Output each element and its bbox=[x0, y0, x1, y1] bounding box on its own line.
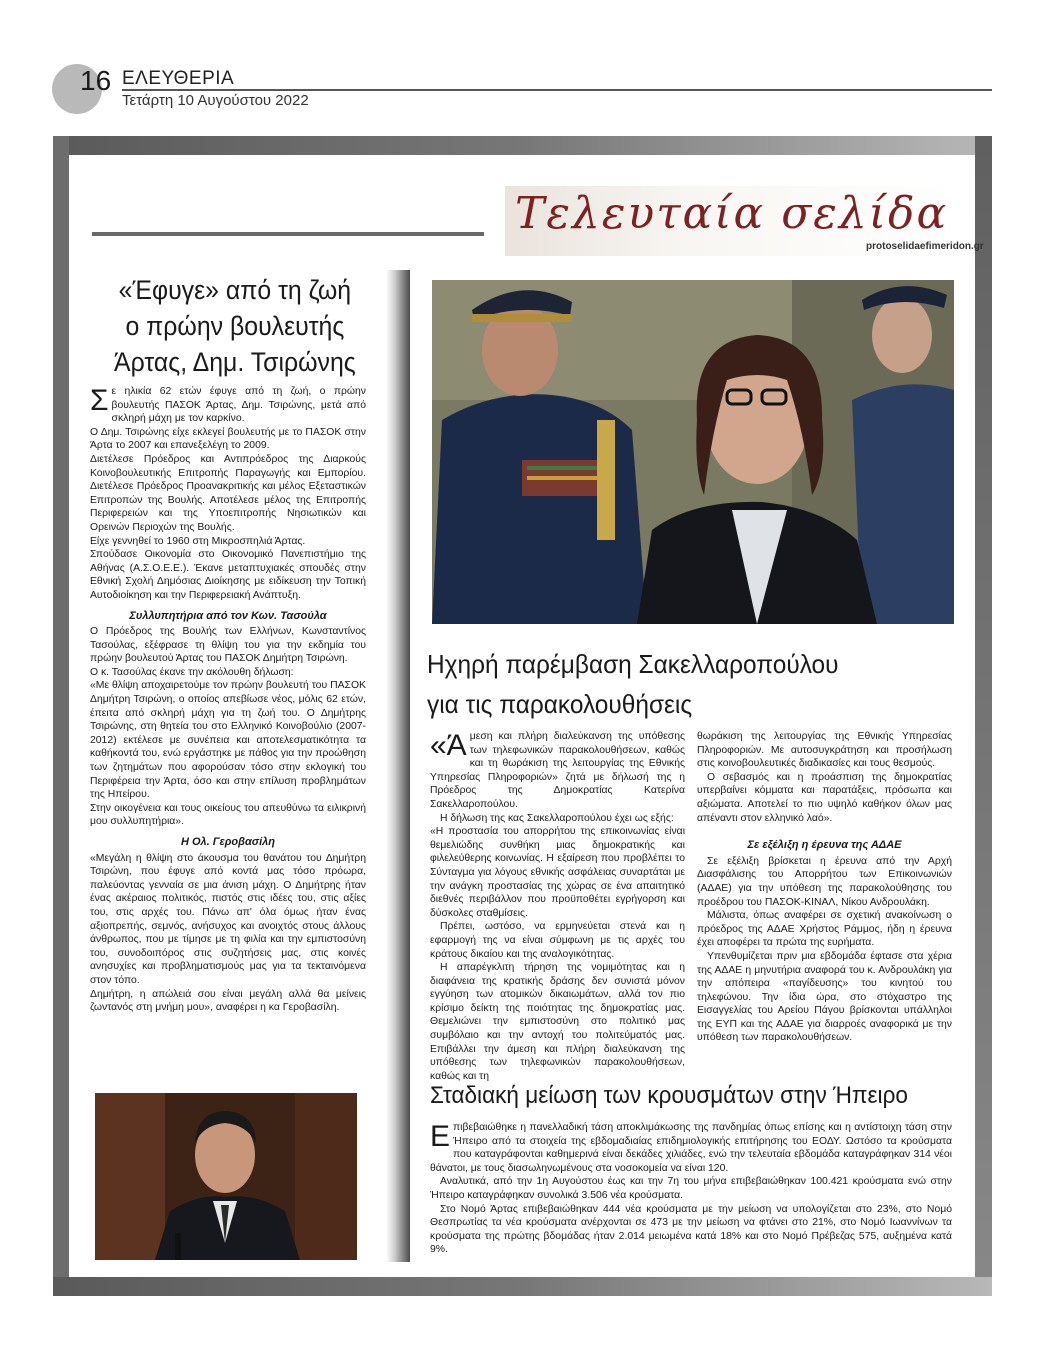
paragraph: Η δήλωση της κας Σακελλαροπούλου έχει ως εξής: bbox=[440, 812, 674, 824]
paragraph: Ο Δημ. Τσιρώνης είχε εκλεγεί βουλευτής με το ΠΑΣΟΚ στην Άρτα το 2007 και επανεξελέγη το 2009. bbox=[90, 426, 366, 452]
section-rule bbox=[92, 232, 484, 236]
president-guard-photo bbox=[432, 280, 954, 624]
dropcap: «Ά bbox=[430, 729, 467, 762]
paragraph: Σπούδασε Οικονομία στο Οικονομικό Πανεπιστήμιο της Αθήνας (Α.Σ.Ο.Ε.Ε.). Έκανε μεταπτυχιακές σπουδές στην Εθνική Σχολή Δημόσιας Διοίκησης με ειδίκευση την Τοπική Αυτοδιοίκηση και την Περιφερειακή Ανάπτυξη. bbox=[90, 549, 366, 601]
left-story-headline bbox=[90, 272, 380, 380]
column-divider bbox=[386, 270, 410, 1262]
ceremony-illustration bbox=[432, 280, 954, 624]
masthead-rule bbox=[122, 89, 992, 91]
main-story-headline bbox=[427, 644, 916, 724]
headline-line: για τις παρακολουθήσεις bbox=[427, 689, 693, 719]
bottom-story-headline: Σταδιακή μείωση των κρουσμάτων στην Ήπειρο bbox=[430, 1082, 908, 1109]
paragraph: Δημήτρη, η απώλειά σου είναι μεγάλη αλλά θα μείνεις ζωντανός στη μνήμη μου», αναφέρει η κα Γεροβασίλη. bbox=[90, 988, 366, 1014]
paragraph: Είχε γεννηθεί το 1960 στη Μικροσπηλιά Άρτας. bbox=[90, 535, 306, 547]
paragraph: «Η προστασία του απορρήτου της επικοινωνίας είναι θεμελιώδης συνθήκη μιας δημοκρατικής και φιλελεύθερης κοινωνίας. Η εξαίρεση που προβλέπει το Σύνταγμα για λόγους εθνικής ασφάλειας συναρτάται με την ανάγκη προστασίας της χώρας σε ένα απαιτητικό διεθνές περιβάλλον που προϋποθέτει εγρήγορση και δύσκολες σταθμίσεις. bbox=[430, 826, 685, 919]
paragraph: «Με θλίψη αποχαιρετούμε τον πρώην βουλευτή του ΠΑΣΟΚ Δημήτρη Τσιρώνη, ο οποίος απεβίωσε νέος, μόλις 62 ετών, έπειτα από σκληρή μάχη για τη ζωή του. Ο Δημήτρης Τσιρώνης, στη θητεία του στο Ελληνικό Κοινοβούλιο (2007-2012) εκτέλεσε με συνέπεια και αποτελεσματικότητα τα καθήκοντά του, ενώ εργάστηκε με πάθος για την προώθηση των ζητημάτων που αφορούσαν τόσο στην εκλογική του Περιφέρεια την Άρτα, όσο και στην επίλυση προβλημάτων της Ηπείρου. bbox=[90, 680, 366, 801]
paragraph: Διετέλεσε Πρόεδρος και Αντιπρόεδρος της Διαρκούς Κοινοβουλευτικής Επιτροπής Παραγωγής και Εμπορίου. Διετέλεσε Πρόεδρος Προανακριτικής και μέλος Εξεταστικών Επιτροπών της Βουλής. Αποτέλεσε μέλος της Επιτροπής Περιφερειών και της Υποεπιτροπής Νησιωτικών και Ορεινών Περιοχών της Βουλής. bbox=[90, 453, 366, 533]
dropcap: Σ bbox=[90, 384, 109, 417]
paragraph: Η απαρέγκλιτη τήρηση της νομιμότητας και η διαφάνεια της κρατικής δράσης δεν συνιστά μόνον εγγύηση των ατομικών δικαιωμάτων, αλλά τον πιο κρίσιμο δείκτη της ποιότητας της δημοκρατίας μας. Θεμελιώνει την εμπιστοσύνη στο πολιτικό μας συμβόλαιο και την αντοχή του πολιτεύματός μας. Επιβάλλει την άμεση και πλήρη διαλεύκανση της υπόθεσης των τηλεφωνικών παρακολουθήσεων, καθώς και τη bbox=[430, 962, 685, 1082]
headline-line: Ηχηρή παρέμβαση Σακελλαροπούλου bbox=[427, 649, 839, 679]
bottom-story-body bbox=[430, 1121, 952, 1257]
paragraph: Ο Πρόεδρος της Βουλής των Ελλήνων, Κωνσταντίνος Τασούλας, εξέφρασε τη θλίψη του για την εκδημία του πρώην βουλευτού Άρτας του ΠΑΣΟΚ Δημήτρη Τσιρώνη. bbox=[90, 626, 366, 665]
newspaper-name: ΕΛΕΥΘΕΡΙΑ bbox=[122, 68, 235, 89]
paragraph: «Μεγάλη η θλίψη στο άκουσμα του θανάτου του Δημήτρη Τσιρώνη, που έφυγε από κοντά μας τόσο πρόωρα, παλεύοντας γενναία σε μια άνιση μάχη. Ο Δημήτρης ήταν ένας ακέραιος πολιτικός, πιστός στις ιδέες του, στις αξίες του, στις αρχές του. Πάνω απ' όλα όμως ήταν ένας αξιοπρεπής, σεμνός, ανήσυχος και ανοιχτός στους άλλους άνθρωπος, που με τίμησε με τη φιλία και την εμπιστοσύνη του, συνοδοιπόρος στις συζητήσεις μας, στις κοινές ανησυχίες και προβληματισμούς μας για τα τεκταινόμενα στον τόπο. bbox=[90, 852, 366, 986]
issue-date: Τετάρτη 10 Αυγούστου 2022 bbox=[122, 92, 309, 109]
page-number: 16 bbox=[80, 65, 112, 96]
section-title: Τελευταία σελίδα bbox=[515, 188, 949, 239]
paragraph: Πρέπει, ωστόσο, να ερμηνεύεται στενά και η εφαρμογή της να είναι σύμφωνη με τις αρχές του κράτους δικαίου και της αναλογικότητας. bbox=[430, 921, 685, 960]
lead-paragraph: ε ηλικία 62 ετών έφυγε από τη ζωή, ο πρώην βουλευτής ΠΑΣΟΚ Άρτας, Δημ. Τσιρώνης, μετά από σκληρή μάχη με τον καρκίνο. bbox=[111, 386, 366, 425]
lead-paragraph: πιβεβαιώθηκε η πανελλαδική τάση αποκλιμάκωσης της πανδημίας όπως επίσης και η αντίστοιχη τάση στην Ήπειρο από τα στοιχεία της εβδομαδιαίας επιδημιολογικής επιτήρησης του ΕΟΔΥ. Ωστόσο τα κρούσματα που καταγράφονται καθημερινά είναι δεκάδες χιλιάδες, ενώ την τελευταία εβδομάδα καταγράφηκαν 314 νέοι θάνατοι, με τους διασωληνωμένους στα νοσοκομεία να είναι 120. bbox=[430, 1122, 952, 1174]
politician-illustration bbox=[95, 1093, 357, 1260]
headline-line: «Έφυγε» από τη ζωή bbox=[118, 275, 352, 305]
page-frame-bottom bbox=[53, 1277, 992, 1296]
subheading: Σε εξέλιξη η έρευνα της ΑΔΑΕ bbox=[747, 839, 902, 852]
paragraph: Ο σεβασμός και η προάσπιση της δημοκρατίας υπερβαίνει κόμματα και παρατάξεις, πρόσωπα και αξιώματα. Αποτελεί το πιο υψηλό καθήκον όλων μας απέναντι στον ελληνικό λαό». bbox=[697, 771, 952, 824]
paragraph: Στο Νομό Άρτας επιβεβαιώθηκαν 444 νέα κρούσματα με την μείωση να υπολογίζεται στο 23%, στο Νομό Θεσπρωτίας τα νέα κρούσματα ανέρχονται σε 473 με την μείωση να φτάνει στο 21%, στο Νομό Ιωαννίνων τα κρούσματα της πρώτης βδομάδας ήταν 2.014 μειωμένα κατά 18% και στο Νομό Πρέβεζας 575, αυξημένα κατά 9%. bbox=[430, 1203, 952, 1256]
politician-photo bbox=[95, 1093, 357, 1260]
subheading: Συλλυπητήρια από τον Κων. Τασούλα bbox=[129, 609, 327, 622]
left-story-body bbox=[90, 385, 366, 1015]
paragraph: Σε εξέλιξη βρίσκεται η έρευνα από την Αρχή Διασφάλισης του Απορρήτου των Επικοινωνιών (ΑΔΑΕ) για την υπόθεση της παρακολούθησης του προέδρου του ΠΑΣΟΚ-ΚΙΝΑΛ, Νίκου Ανδρουλάκη. bbox=[697, 855, 952, 908]
page-frame-right bbox=[975, 136, 992, 1296]
page-frame-left bbox=[53, 136, 69, 1296]
paragraph: Στην οικογένεια και τους οικείους του απευθύνω τα ειλικρινή μου συλλυπητήρια». bbox=[90, 802, 366, 828]
main-story-column-2 bbox=[697, 730, 952, 1045]
paragraph: Υπενθυμίζεται πριν μια εβδομάδα έφτασε στα χέρια της ΑΔΑΕ η μηνυτήρια αναφορά του κ. Ανδρουλάκη για την απόπειρα «παγίδευσης» του κινητού του τηλεφώνου. Την ίδια ώρα, στο στόχαστρο της Εισαγγελίας του Αρείου Πάγου βρίσκονται υπάλληλοι της ΕΥΠ και της ΑΔΑΕ για διαρροές αναφορικά με την υπόθεση των παρακολουθήσεων. bbox=[697, 950, 952, 1044]
lead-paragraph: μεση και πλήρη διαλεύκανση της υπόθεσης των τηλεφωνικών παρακολουθήσεων, καθώς και τη θωράκιση της λειτουργίας της Εθνικής Υπηρεσίας Πληροφοριών» ζητά με δήλωσή της η Πρόεδρος της Δημοκρατίας Κατερίνα Σακελλαροπούλου. bbox=[430, 731, 685, 810]
paragraph: Ο κ. Τασούλας έκανε την ακόλουθη δήλωση: bbox=[90, 666, 294, 678]
dropcap: Ε bbox=[430, 1120, 451, 1153]
paragraph: θωράκιση της λειτουργίας της Εθνικής Υπηρεσίας Πληροφοριών. Με αυτοσυγκράτηση και προσήλωση στις κοινοβουλευτικές διαδικασίες και τους θεσμούς. bbox=[697, 731, 952, 770]
main-story-column-1 bbox=[430, 730, 685, 1083]
headline-line: Άρτας, Δημ. Τσιρώνης bbox=[114, 347, 356, 377]
headline-line: ο πρώην βουλευτής bbox=[125, 311, 345, 341]
source-watermark: protoselidaefimeridon.gr bbox=[866, 241, 984, 252]
page-frame-top bbox=[53, 136, 992, 155]
paragraph: Αναλυτικά, από την 1η Αυγούστου έως και την 7η του μήνα επιβεβαιώθηκαν 100.421 κρούσματα ενώ στην Ήπειρο καταγράφηκαν συνολικά 3.506 νέα κρούσματα. bbox=[430, 1176, 952, 1201]
paragraph: Μάλιστα, όπως αναφέρει σε σχετική ανακοίνωση ο πρόεδρος της ΑΔΑΕ Χρήστος Ράμμος, ήδη η έρευνα έχει αποφέρει τα πρώτα της ευρήματα. bbox=[697, 910, 952, 949]
subheading: Η Ολ. Γεροβασίλη bbox=[181, 836, 275, 848]
